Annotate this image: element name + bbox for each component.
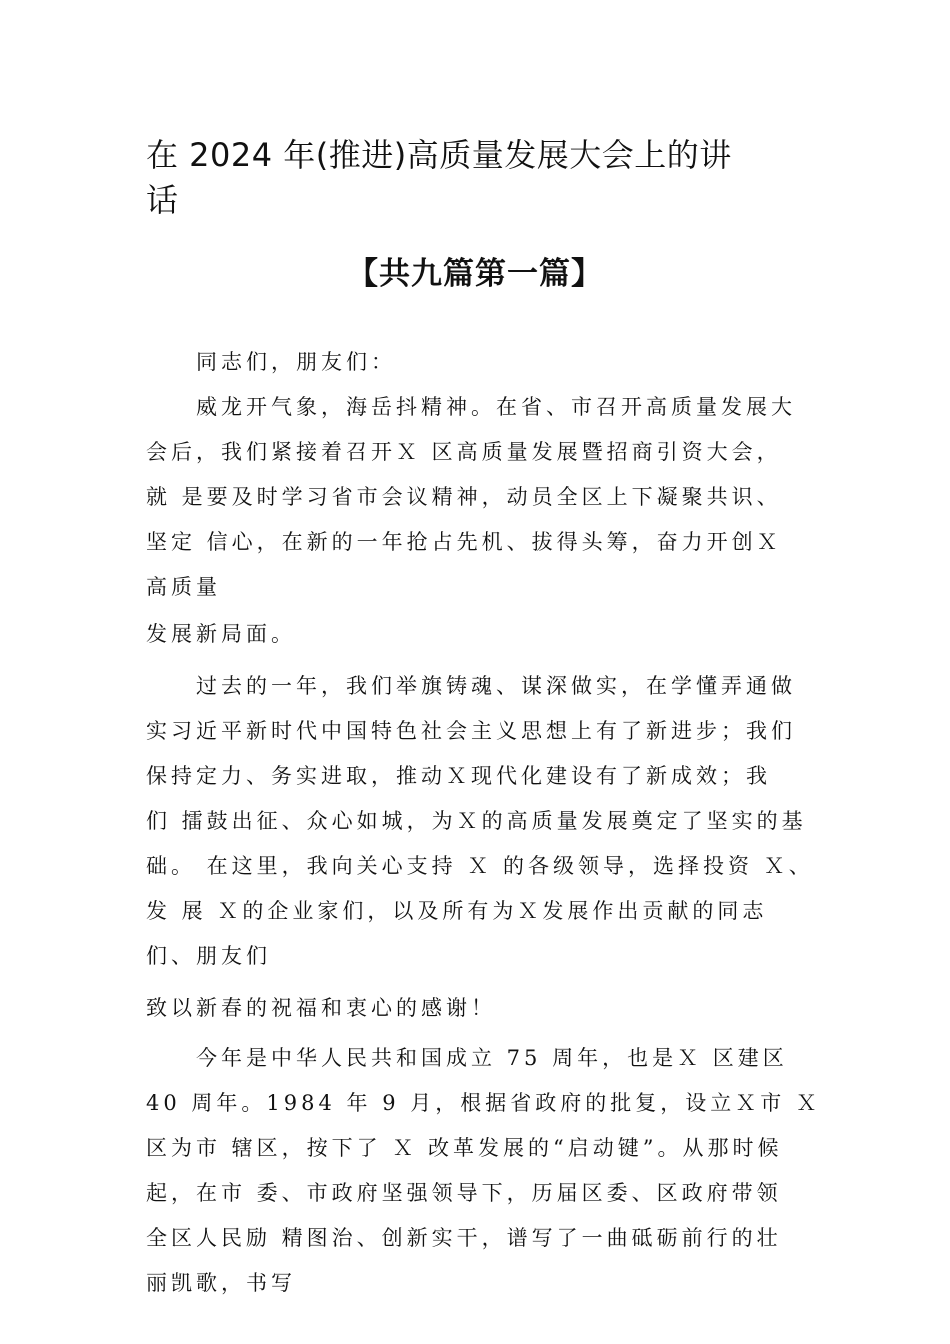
paragraph-line: 保持定力、务实进取，推动Ｘ现代化建设有了新成效；我	[146, 764, 771, 788]
paragraph-line: 今年是中华人民共和国成立 75 周年，也是Ｘ 区建区	[196, 1046, 788, 1070]
paragraph-line: 区为市 辖区，按下了 Ｘ 改革发展的“启动键”。从那时候	[146, 1136, 783, 1160]
paragraph-line: 们、朋友们	[146, 944, 271, 968]
paragraph-line: 致以新春的祝福和衷心的感谢！	[146, 996, 496, 1020]
paragraph-line: 实习近平新时代中国特色社会主义思想上有了新进步；我们	[146, 719, 796, 743]
paragraph-line: 同志们，朋友们：	[196, 350, 396, 374]
paragraph-salutation	[146, 340, 802, 385]
paragraph-line: 40 周年。1984 年 9 月，根据省政府的批复，设立Ｘ市 Ｘ	[146, 1091, 821, 1115]
paragraph-continuation	[146, 612, 802, 657]
paragraph-opening	[146, 385, 802, 610]
paragraph-line: 发展新局面。	[146, 622, 296, 646]
paragraph-line: 发 展 Ｘ的企业家们，以及所有为Ｘ发展作出贡献的同志	[146, 899, 768, 923]
paragraph-anniversary	[146, 1036, 821, 1306]
paragraph-line: 威龙开气象，海岳抖精神。在省、市召开高质量发展大	[196, 395, 796, 419]
paragraph-line: 丽凯歌，书写	[146, 1271, 296, 1295]
title-line: 在 2024 年(推进)高质量发展大会上的讲	[146, 136, 732, 174]
paragraph-line: 会后，我们紧接着召开Ｘ 区高质量发展暨招商引资大会，	[146, 440, 782, 464]
paragraph-line: 们 擂鼓出征、众心如城，为Ｘ的高质量发展奠定了坚实的基	[146, 809, 807, 833]
paragraph-line: 础。 在这里，我向关心支持 Ｘ 的各级领导，选择投资 Ｘ、	[146, 854, 814, 878]
paragraph-line: 高质量	[146, 575, 221, 599]
paragraph-line: 就 是要及时学习省市会议精神，动员全区上下凝聚共识、	[146, 485, 782, 509]
paragraph-review	[146, 664, 814, 979]
paragraph-thanks	[146, 986, 802, 1031]
title-line: 话	[146, 181, 179, 219]
paragraph-line: 过去的一年，我们举旗铸魂、谋深做实，在学懂弄通做	[196, 674, 796, 698]
document-subtitle: 【共九篇第一篇】	[347, 256, 603, 292]
paragraph-line: 坚定 信心，在新的一年抢占先机、拔得头筹，奋力开创Ｘ	[146, 530, 782, 554]
paragraph-line: 全区人民励 精图治、创新实干，谱写了一曲砥砺前行的壮	[146, 1226, 782, 1250]
paragraph-line: 起，在市 委、市政府坚强领导下，历届区委、区政府带领	[146, 1181, 782, 1205]
document-title	[146, 136, 796, 226]
